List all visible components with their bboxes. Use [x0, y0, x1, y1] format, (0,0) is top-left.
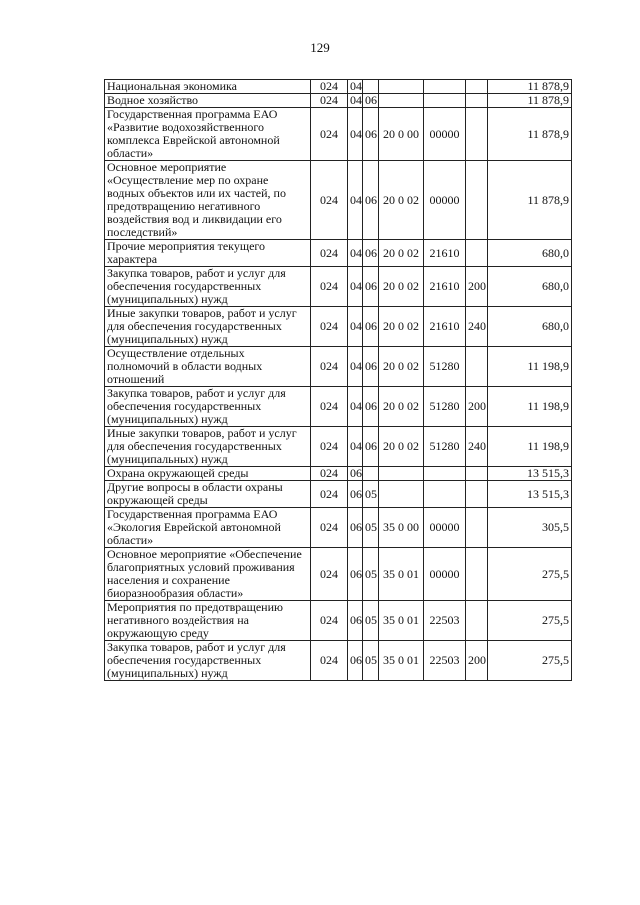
row-name: Основное мероприятие «Осуществление мер по охране водных объектов или их частей, по предотвращению негативного воздействия вод и ликвидации его последствий»	[105, 161, 311, 240]
expense-type-code	[466, 161, 488, 240]
subsection-code: 06	[363, 427, 379, 467]
row-name: Иные закупки товаров, работ и услуг для обеспечения государственных (муниципальных) нужд	[105, 307, 311, 347]
expense-type-code: 200	[466, 387, 488, 427]
subsection-code: 05	[363, 548, 379, 601]
target-code: 22503	[424, 601, 466, 641]
subsection-code: 06	[363, 240, 379, 267]
row-name: Государственная программа ЕАО «Экология Еврейской автономной области»	[105, 508, 311, 548]
subsection-code: 05	[363, 601, 379, 641]
table-row	[105, 347, 572, 387]
table-row	[105, 161, 572, 240]
row-name: Прочие мероприятия текущего характера	[105, 240, 311, 267]
table-row	[105, 548, 572, 601]
subsection-code	[363, 80, 379, 94]
subsection-code: 06	[363, 161, 379, 240]
expense-type-code	[466, 481, 488, 508]
program-code: 35 0 01	[379, 641, 424, 681]
subsection-code: 06	[363, 387, 379, 427]
row-name: Другие вопросы в области охраны окружающей среды	[105, 481, 311, 508]
grbs-code: 024	[311, 108, 348, 161]
program-code: 20 0 02	[379, 240, 424, 267]
table-row	[105, 267, 572, 307]
expense-type-code: 200	[466, 267, 488, 307]
expense-type-code	[466, 94, 488, 108]
subsection-code: 06	[363, 267, 379, 307]
grbs-code: 024	[311, 427, 348, 467]
section-code: 04	[348, 347, 363, 387]
program-code	[379, 481, 424, 508]
target-code	[424, 467, 466, 481]
program-code: 35 0 01	[379, 601, 424, 641]
target-code	[424, 80, 466, 94]
grbs-code: 024	[311, 387, 348, 427]
row-name: Мероприятия по предотвращению негативного воздействия на окружающую среду	[105, 601, 311, 641]
expense-type-code: 240	[466, 427, 488, 467]
target-code: 00000	[424, 548, 466, 601]
budget-table	[104, 79, 572, 681]
target-code: 51280	[424, 387, 466, 427]
section-code: 04	[348, 108, 363, 161]
program-code: 20 0 02	[379, 267, 424, 307]
target-code	[424, 94, 466, 108]
amount: 13 515,3	[488, 481, 572, 508]
amount: 11 878,9	[488, 80, 572, 94]
target-code: 21610	[424, 267, 466, 307]
target-code: 21610	[424, 240, 466, 267]
expense-type-code	[466, 548, 488, 601]
grbs-code: 024	[311, 161, 348, 240]
amount: 11 198,9	[488, 427, 572, 467]
table-row	[105, 80, 572, 94]
grbs-code: 024	[311, 481, 348, 508]
grbs-code: 024	[311, 548, 348, 601]
section-code: 04	[348, 240, 363, 267]
amount: 305,5	[488, 508, 572, 548]
section-code: 04	[348, 307, 363, 347]
amount: 680,0	[488, 240, 572, 267]
section-code: 06	[348, 548, 363, 601]
program-code: 20 0 00	[379, 108, 424, 161]
program-code: 20 0 02	[379, 307, 424, 347]
expense-type-code	[466, 240, 488, 267]
section-code: 04	[348, 267, 363, 307]
grbs-code: 024	[311, 267, 348, 307]
section-code: 04	[348, 161, 363, 240]
amount: 11 878,9	[488, 108, 572, 161]
table-row	[105, 94, 572, 108]
target-code: 51280	[424, 427, 466, 467]
expense-type-code	[466, 347, 488, 387]
section-code: 04	[348, 94, 363, 108]
table-row	[105, 508, 572, 548]
subsection-code: 06	[363, 94, 379, 108]
section-code: 04	[348, 427, 363, 467]
grbs-code: 024	[311, 641, 348, 681]
table-row	[105, 481, 572, 508]
expense-type-code: 200	[466, 641, 488, 681]
row-name: Водное хозяйство	[105, 94, 311, 108]
section-code: 06	[348, 601, 363, 641]
grbs-code: 024	[311, 508, 348, 548]
subsection-code: 06	[363, 307, 379, 347]
program-code: 35 0 00	[379, 508, 424, 548]
table-row	[105, 601, 572, 641]
row-name: Закупка товаров, работ и услуг для обеспечения государственных (муниципальных) нужд	[105, 641, 311, 681]
target-code	[424, 481, 466, 508]
program-code	[379, 94, 424, 108]
row-name: Государственная программа ЕАО «Развитие водохозяйственного комплекса Еврейской автономной области»	[105, 108, 311, 161]
expense-type-code	[466, 508, 488, 548]
amount: 680,0	[488, 307, 572, 347]
program-code	[379, 467, 424, 481]
grbs-code: 024	[311, 307, 348, 347]
program-code: 20 0 02	[379, 387, 424, 427]
expense-type-code	[466, 108, 488, 161]
expense-type-code	[466, 467, 488, 481]
program-code: 20 0 02	[379, 427, 424, 467]
target-code: 00000	[424, 108, 466, 161]
subsection-code	[363, 467, 379, 481]
section-code: 06	[348, 641, 363, 681]
expense-type-code	[466, 601, 488, 641]
expense-type-code	[466, 80, 488, 94]
subsection-code: 05	[363, 508, 379, 548]
table-row	[105, 307, 572, 347]
target-code: 51280	[424, 347, 466, 387]
amount: 680,0	[488, 267, 572, 307]
row-name: Иные закупки товаров, работ и услуг для обеспечения государственных (муниципальных) нужд	[105, 427, 311, 467]
page-number: 129	[310, 40, 330, 55]
section-code: 06	[348, 467, 363, 481]
section-code: 04	[348, 387, 363, 427]
amount: 13 515,3	[488, 467, 572, 481]
grbs-code: 024	[311, 347, 348, 387]
amount: 275,5	[488, 548, 572, 601]
row-name: Основное мероприятие «Обеспечение благоприятных условий проживания населения и сохранение биоразнообразия области»	[105, 548, 311, 601]
row-name: Охрана окружающей среды	[105, 467, 311, 481]
row-name: Осуществление отдельных полномочий в области водных отношений	[105, 347, 311, 387]
grbs-code: 024	[311, 601, 348, 641]
subsection-code: 06	[363, 347, 379, 387]
subsection-code: 05	[363, 481, 379, 508]
grbs-code: 024	[311, 94, 348, 108]
amount: 11 198,9	[488, 387, 572, 427]
table-body	[105, 80, 572, 681]
table-row	[105, 427, 572, 467]
table-row	[105, 108, 572, 161]
amount: 275,5	[488, 601, 572, 641]
subsection-code: 06	[363, 108, 379, 161]
row-name: Закупка товаров, работ и услуг для обеспечения государственных (муниципальных) нужд	[105, 387, 311, 427]
amount: 11 198,9	[488, 347, 572, 387]
target-code: 00000	[424, 508, 466, 548]
section-code: 04	[348, 80, 363, 94]
program-code: 20 0 02	[379, 347, 424, 387]
section-code: 06	[348, 481, 363, 508]
table-row	[105, 467, 572, 481]
program-code	[379, 80, 424, 94]
section-code: 06	[348, 508, 363, 548]
table-row	[105, 641, 572, 681]
target-code: 21610	[424, 307, 466, 347]
grbs-code: 024	[311, 240, 348, 267]
target-code: 00000	[424, 161, 466, 240]
program-code: 20 0 02	[379, 161, 424, 240]
row-name: Закупка товаров, работ и услуг для обеспечения государственных (муниципальных) нужд	[105, 267, 311, 307]
amount: 11 878,9	[488, 161, 572, 240]
target-code: 22503	[424, 641, 466, 681]
subsection-code: 05	[363, 641, 379, 681]
amount: 275,5	[488, 641, 572, 681]
table-row	[105, 240, 572, 267]
grbs-code: 024	[311, 80, 348, 94]
program-code: 35 0 01	[379, 548, 424, 601]
grbs-code: 024	[311, 467, 348, 481]
expense-type-code: 240	[466, 307, 488, 347]
amount: 11 878,9	[488, 94, 572, 108]
table-row	[105, 387, 572, 427]
row-name: Национальная экономика	[105, 80, 311, 94]
